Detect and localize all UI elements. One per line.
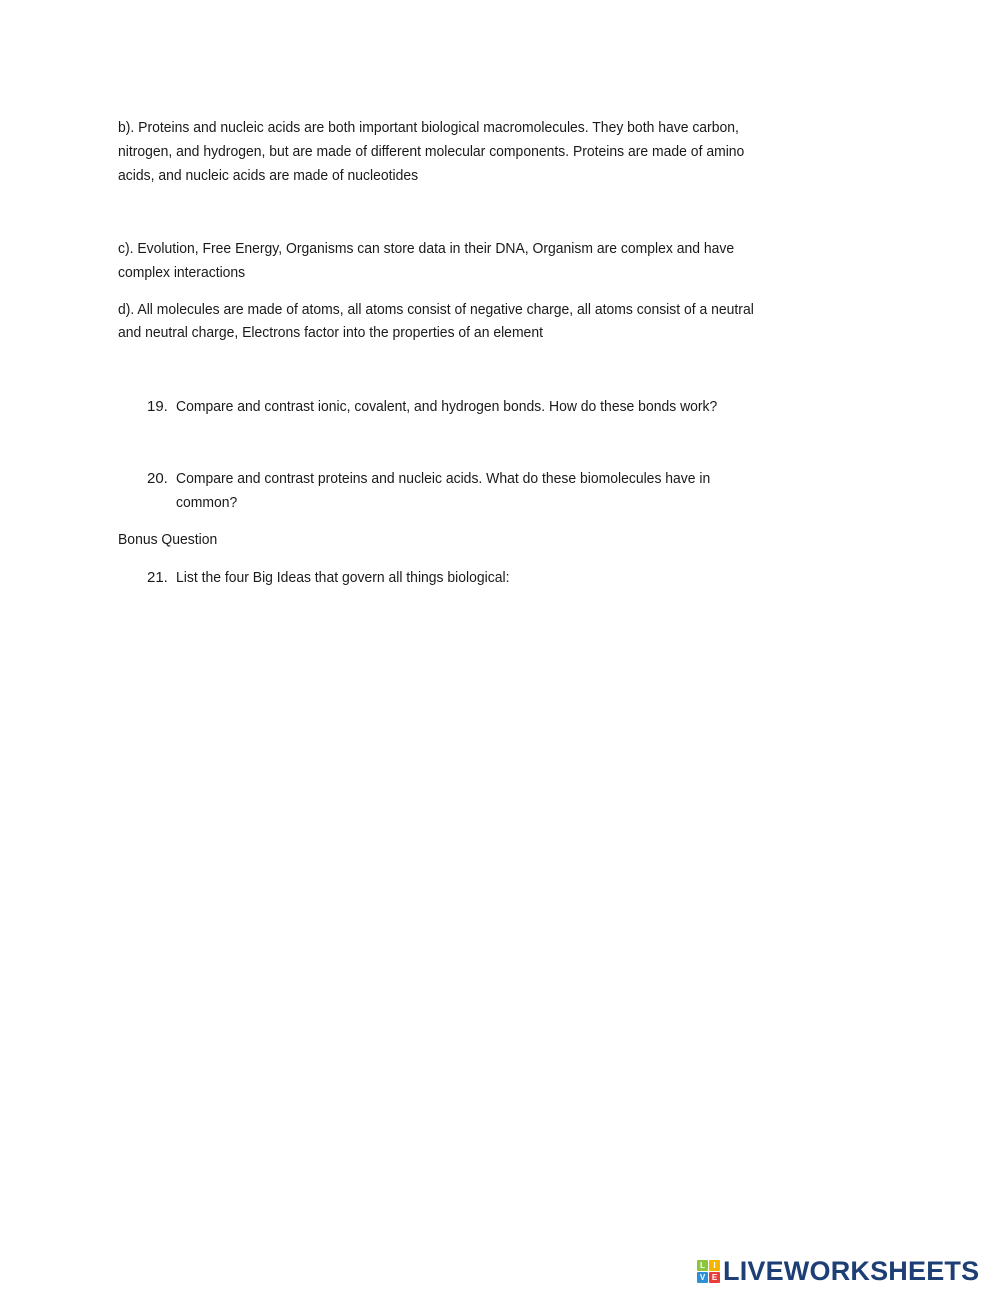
answer-b-line: acids, and nucleic acids are made of nucleotides: [118, 167, 419, 184]
answer-d-line: and neutral charge, Electrons factor into the properties of an element: [118, 324, 543, 341]
logo-tile: E: [709, 1272, 720, 1283]
question-number: 19.: [147, 398, 168, 415]
logo-text: LIVEWORKSHEETS: [723, 1256, 980, 1286]
question-number: 21.: [147, 569, 168, 586]
answer-c-line: c). Evolution, Free Energy, Organisms can store data in their DNA, Organism are complex and have: [118, 240, 735, 257]
logo-tiles-icon: [697, 1260, 720, 1283]
logo-tile: I: [709, 1260, 720, 1271]
question-text: Compare and contrast proteins and nucleic acids. What do these biomolecules have in: [176, 470, 711, 487]
bonus-heading: Bonus Question: [118, 531, 218, 548]
question-text: common?: [176, 494, 238, 511]
answer-d-line: d). All molecules are made of atoms, all atoms consist of negative charge, all atoms consist of a neutral: [118, 301, 754, 318]
liveworksheets-logo: [697, 1256, 979, 1287]
question-text: List the four Big Ideas that govern all things biological:: [176, 569, 510, 586]
answer-c-line: complex interactions: [118, 264, 246, 281]
answer-b-line: nitrogen, and hydrogen, but are made of different molecular components. Proteins are made of amino: [118, 143, 745, 160]
logo-tile: L: [697, 1260, 708, 1271]
answer-b-line: b). Proteins and nucleic acids are both important biological macromolecules. They both have carbon,: [118, 119, 739, 136]
question-number: 20.: [147, 470, 168, 487]
question-text: Compare and contrast ionic, covalent, and hydrogen bonds. How do these bonds work?: [176, 398, 718, 415]
logo-tile: V: [697, 1272, 708, 1283]
